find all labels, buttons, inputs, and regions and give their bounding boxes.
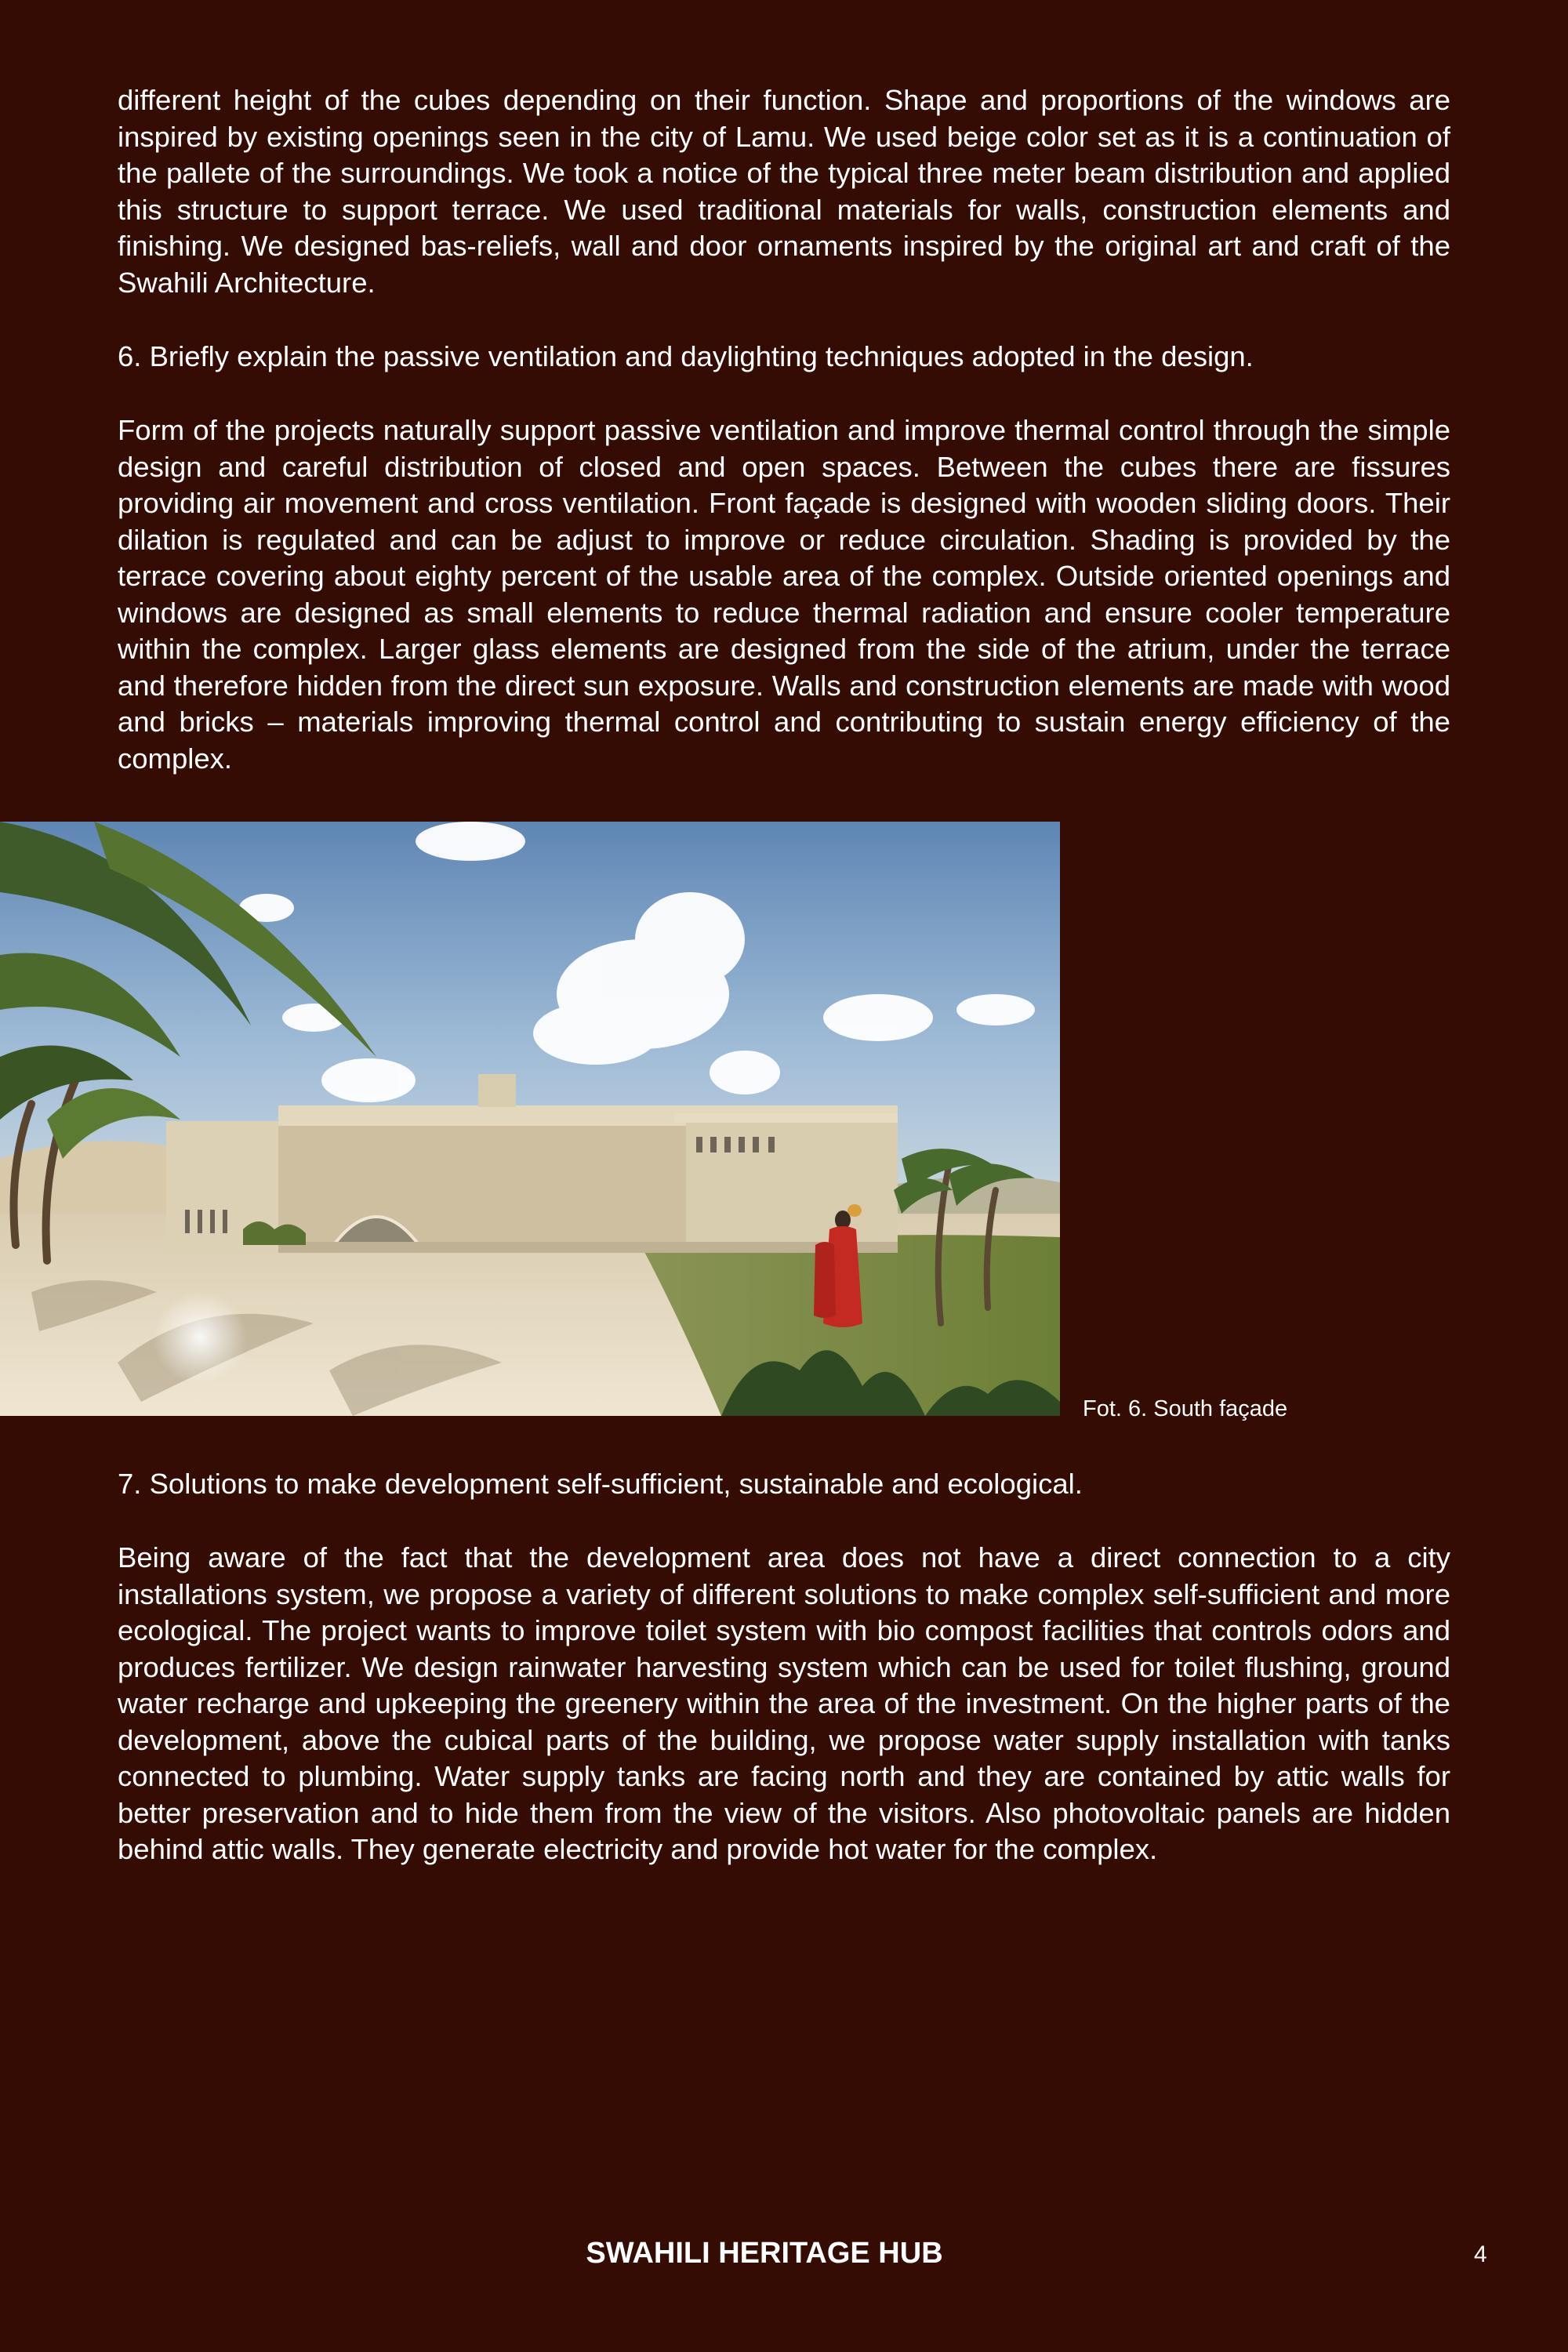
question-6-text: 6. Briefly explain the passive ventilation and daylighting techniques adopted in the design. xyxy=(118,340,1254,372)
paragraph-ventilation xyxy=(118,412,1450,777)
question-7-text: 7. Solutions to make development self-sufficient, sustainable and ecological. xyxy=(118,1468,1083,1500)
footer-title: SWAHILI HERITAGE HUB xyxy=(586,2237,943,2270)
question-7 xyxy=(118,1466,1450,1503)
page-number: 4 xyxy=(1474,2241,1487,2267)
south-facade-render-image xyxy=(0,822,1060,1416)
figure-caption: Fot. 6. South façade xyxy=(1083,1396,1288,1421)
paragraph-intro xyxy=(118,82,1450,301)
paragraph-sustainability-text: Being aware of the fact that the development area does not have a direct connection to a city installations system, we propose a variety of different solutions to make complex self-sufficient and more ecological. The project wants to improve toilet system with bio compost facilities that controls odors and produces fertilizer. We design rainwater harvesting system which can be used for toilet flushing, ground water recharge and upkeeping the greenery within the area of the investment. On the higher parts of the development, above the cubical parts of the building, we propose water supply installation with tanks connected to plumbing. Water supply tanks are facing north and they are contained by attic walls for better preservation and to hide them from the view of the visitors. Also photovoltaic panels are hidden behind attic walls. They generate electricity and provide hot water for the complex. xyxy=(118,1541,1450,1865)
paragraph-sustainability xyxy=(118,1540,1450,1868)
paragraph-ventilation-text: Form of the projects naturally support passive ventilation and improve thermal control through the simple design and careful distribution of closed and open spaces. Between the cubes there are fissures providing air movement and cross ventilation. Front façade is designed with wooden sliding doors. Their dilation is regulated and can be adjust to improve or reduce circulation. Shading is provided by the terrace covering about eighty percent of the usable area of the complex. Outside oriented openings and windows are designed as small elements to reduce thermal radiation and ensure cooler temperature within the complex. Larger glass elements are designed from the side of the atrium, under the terrace and therefore hidden from the direct sun exposure. Walls and construction elements are made with wood and bricks – materials improving thermal control and contributing to sustain energy efficiency of the complex. xyxy=(118,414,1450,775)
question-6 xyxy=(118,339,1450,376)
paragraph-intro-text: different height of the cubes depending on their function. Shape and proportions of the windows are inspired by existing openings seen in the city of Lamu. We used beige color set as it is a continuation of the pallete of the surroundings. We took a notice of the typical three meter beam distribution and applied this structure to support terrace. We used traditional materials for walls, construction elements and finishing. We designed bas-reliefs, wall and door ornaments inspired by the original art and craft of the Swahili Architecture. xyxy=(118,84,1450,299)
